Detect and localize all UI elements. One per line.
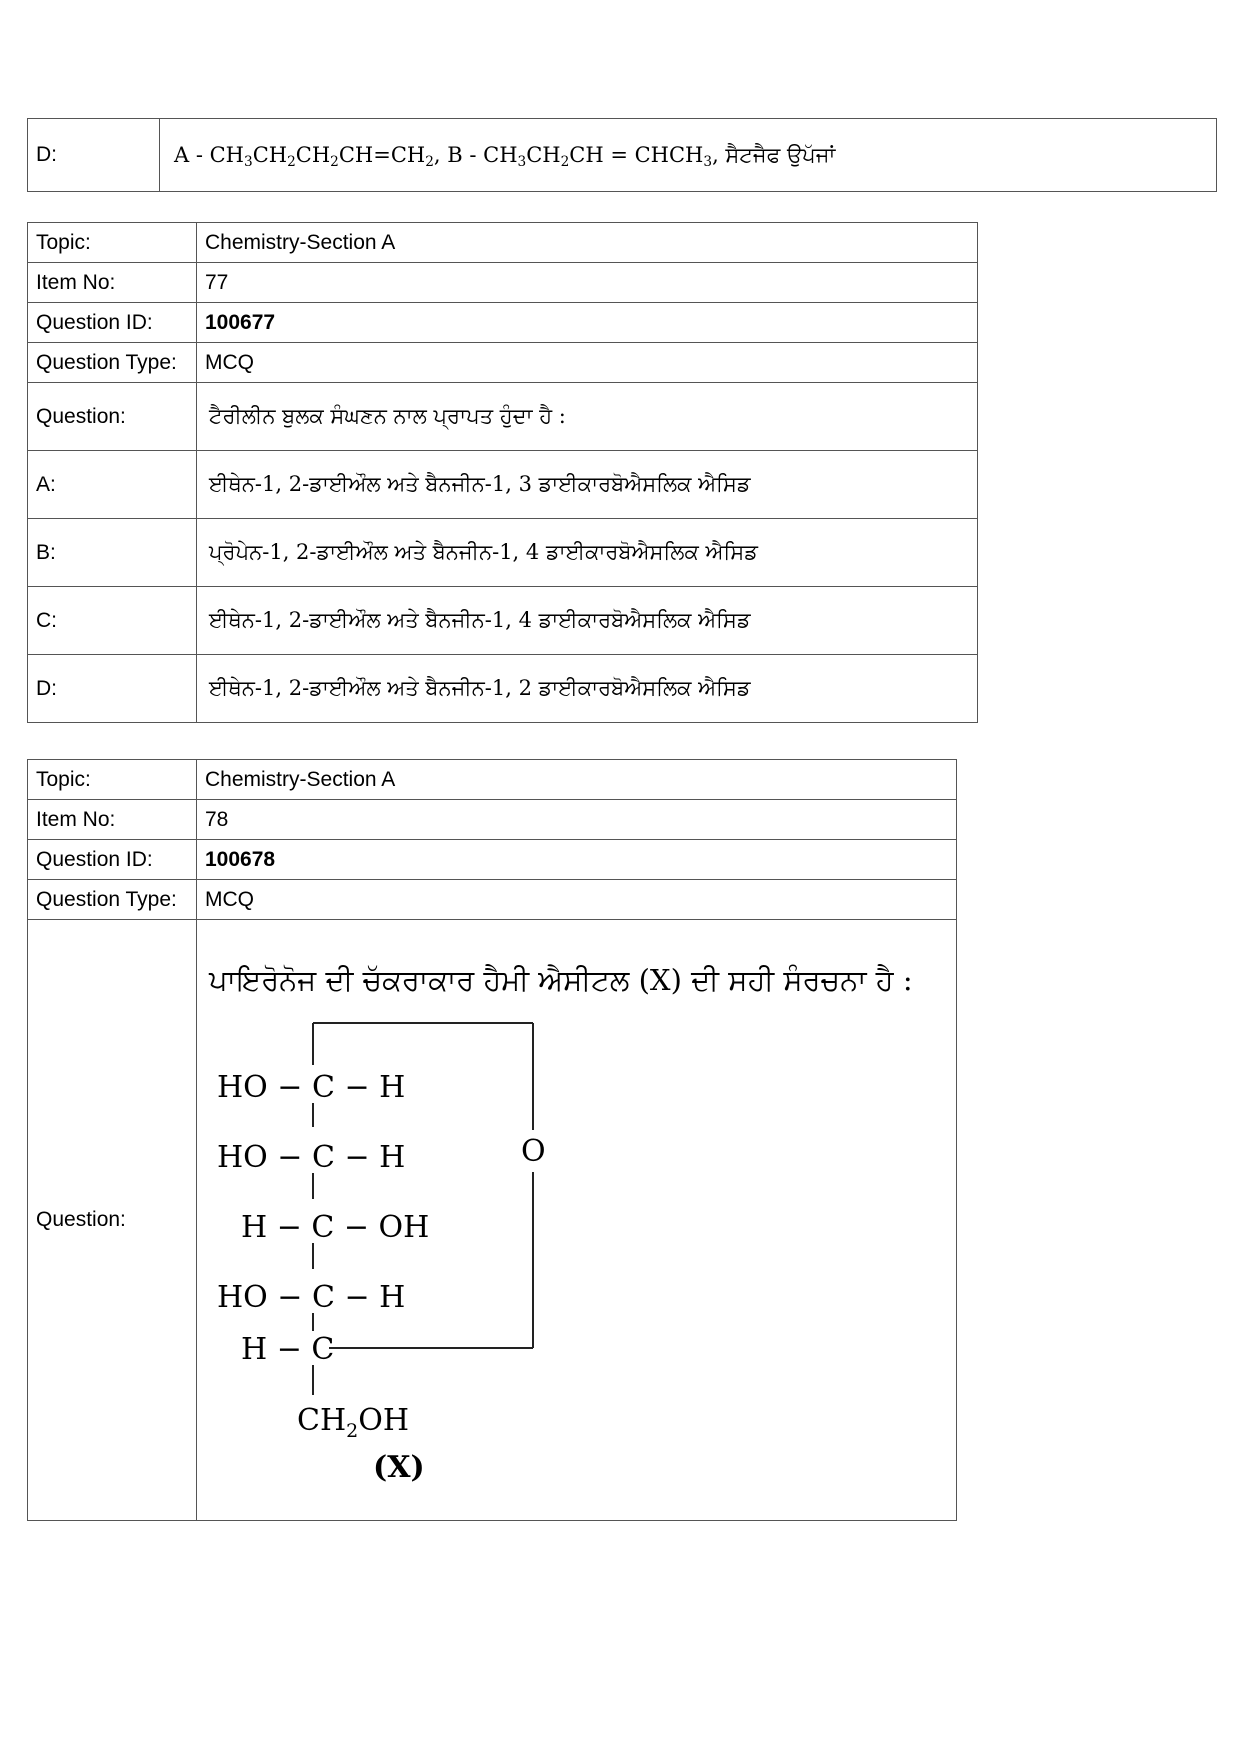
question-label: Question: [28,383,197,451]
question-text: ਪਾਇਰੋਨੋਜ ਦੀ ਚੱਕਰਾਕਾਰ ਹੈਮੀ ਐਸੀਟਲ (X) ਦੀ ਸਹੀ ਸੰਰਚਨਾ ਹੈ : [209,963,913,997]
bottom-group: $CH_2OH$ [297,1403,409,1442]
question-id-value: 100677 [197,303,978,343]
question-text: ਟੈਰੀਲੀਨ ਬੁਲਕ ਸੰਘਣਨ ਨਾਲ ਪ੍ਰਾਪਤ ਹੁੰਦਾ ਹੈ : [197,383,978,451]
topic-label: Topic: [28,223,197,263]
structure-row-3: H − C − OH [241,1210,430,1245]
structure-caption: (X) [373,1450,425,1485]
ring-oxygen: O [521,1134,546,1169]
question-type-value: MCQ [197,880,957,920]
structure-row-4: HO − C − H [217,1280,406,1315]
structure-row-1: HO − C − H [217,1070,406,1105]
option-label: D: [28,119,160,192]
option-a-text: ਈਥੇਨ-1, 2-ਡਾਈਔਲ ਅਤੇ ਬੈਨਜੀਨ-1, 3 ਡਾਈਕਾਰਬੋਐਸਲਿਕ ਐਸਿਡ [197,451,978,519]
option-b-label: B: [28,519,197,587]
option-b-text: ਪ੍ਰੋਪੇਨ-1, 2-ਡਾਈਔਲ ਅਤੇ ਬੈਨਜੀਨ-1, 4 ਡਾਈਕਾਰਬੋਐਸਲਿਕ ਐਸਿਡ [197,519,978,587]
pyranose-structure-diagram [197,955,877,1555]
question-type-value: MCQ [197,343,978,383]
question-77-table [27,222,978,723]
structure-figure [197,955,913,1485]
option-c-label: C: [28,587,197,655]
question-id-label: Question ID: [28,303,197,343]
question-78-table [27,759,957,1521]
item-value: 78 [197,800,957,840]
item-value: 77 [197,263,978,303]
option-c-text: ਈਥੇਨ-1, 2-ਡਾਈਔਲ ਅਤੇ ਬੈਨਜੀਨ-1, 4 ਡਾਈਕਾਰਬੋਐਸਲਿਕ ਐਸਿਡ [197,587,978,655]
option-d-label: D: [28,655,197,723]
item-label: Item No: [28,263,197,303]
option-a-label: A: [28,451,197,519]
prev-question-table [27,118,1217,192]
question-content [197,920,957,1521]
question-type-label: Question Type: [28,880,197,920]
question-label: Question: [28,920,197,1521]
question-id-label: Question ID: [28,840,197,880]
topic-value: Chemistry-Section A [197,760,957,800]
option-text: $A - CH_3CH_2CH_2CH=CH_2$, B - $CH_3CH_2CH$ = $CHCH_3$, ਸੈਟਜੈਫ ਉਪੱਜਾਂ [160,119,1217,192]
question-type-label: Question Type: [28,343,197,383]
item-label: Item No: [28,800,197,840]
structure-row-2: HO − C − H [217,1140,406,1175]
topic-value: Chemistry-Section A [197,223,978,263]
topic-label: Topic: [28,760,197,800]
option-d-text: ਈਥੇਨ-1, 2-ਡਾਈਔਲ ਅਤੇ ਬੈਨਜੀਨ-1, 2 ਡਾਈਕਾਰਬੋਐਸਲਿਕ ਐਸਿਡ [197,655,978,723]
structure-row-5: H − C [241,1332,335,1367]
question-id-value: 100678 [197,840,957,880]
